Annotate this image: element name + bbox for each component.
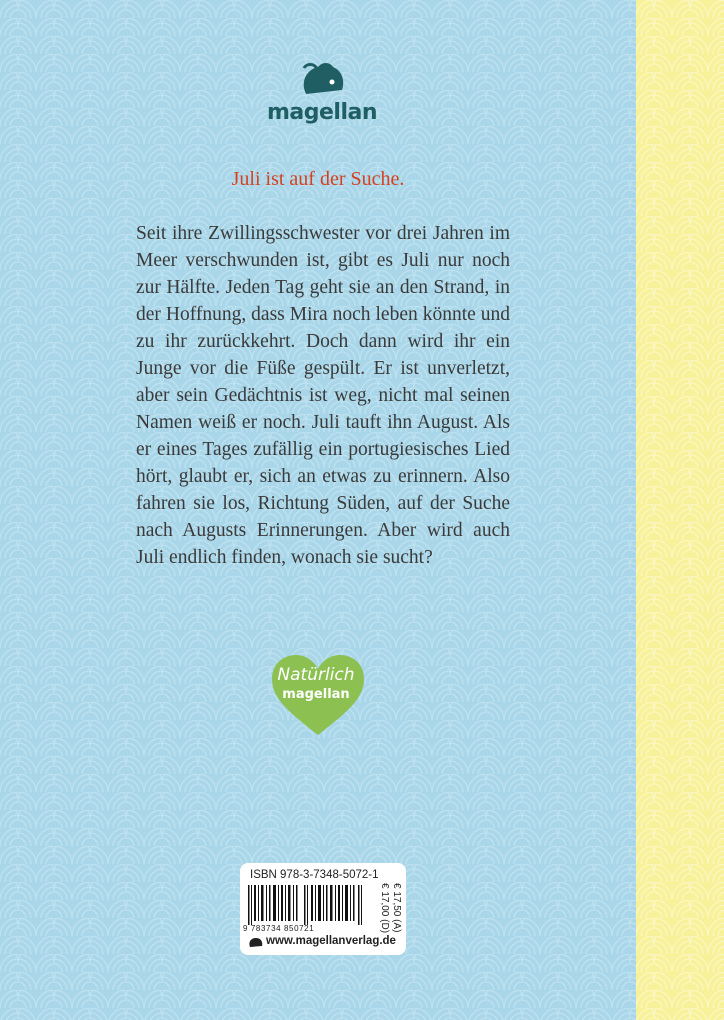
spine-strip <box>636 0 724 1020</box>
price-germany: € 17,00 (D) <box>379 883 390 934</box>
price-block <box>368 883 402 939</box>
magellan-logo <box>262 60 382 130</box>
barcode-icon <box>248 885 366 925</box>
badge-line2: magellan <box>282 687 350 702</box>
price-austria: € 17,50 (A) <box>391 883 402 933</box>
blurb-paragraph: Seit ihre Zwillingsschwester vor drei Jahren im Meer verschwunden ist, gibt es Juli nur noch zur Hälfte. Jeden Tag geht sie an den Strand, in der Hoffnung, dass Mira noch leben könnte und zu ihr zurückkehrt. Doch dann wird ihr ein Junge vor die Füße gespült. Er ist unverletzt, aber sein Gedächtnis ist weg, nicht mal seinen Namen weiß er noch. Juli tauft ihn August. Als er eines Tages zufällig ein portugiesisches Lied hört, glaubt er, sich an etwas zu erinnern. Also fahren sie los, Richtung Süden, auf der Suche nach Augusts Erinnerungen. Aber wird auch Juli endlich finden, wonach sie sucht? <box>136 223 510 568</box>
barcode-box <box>240 863 406 955</box>
natuerlich-magellan-badge <box>270 653 366 737</box>
barcode-digits: 9 783734 850721 <box>243 924 315 933</box>
spine-wave-pattern <box>636 0 724 1020</box>
badge-line1: Natürlich <box>277 665 355 685</box>
whale-icon-small <box>248 936 264 948</box>
isbn-label: ISBN 978-3-7348-5072-1 <box>250 869 379 881</box>
whale-icon <box>262 60 382 104</box>
blurb-text <box>136 220 510 571</box>
publisher-name: magellan <box>266 100 378 125</box>
website-link[interactable]: www.magellanverlag.de <box>266 935 396 947</box>
headline: Juli ist auf der Suche. <box>231 168 405 190</box>
